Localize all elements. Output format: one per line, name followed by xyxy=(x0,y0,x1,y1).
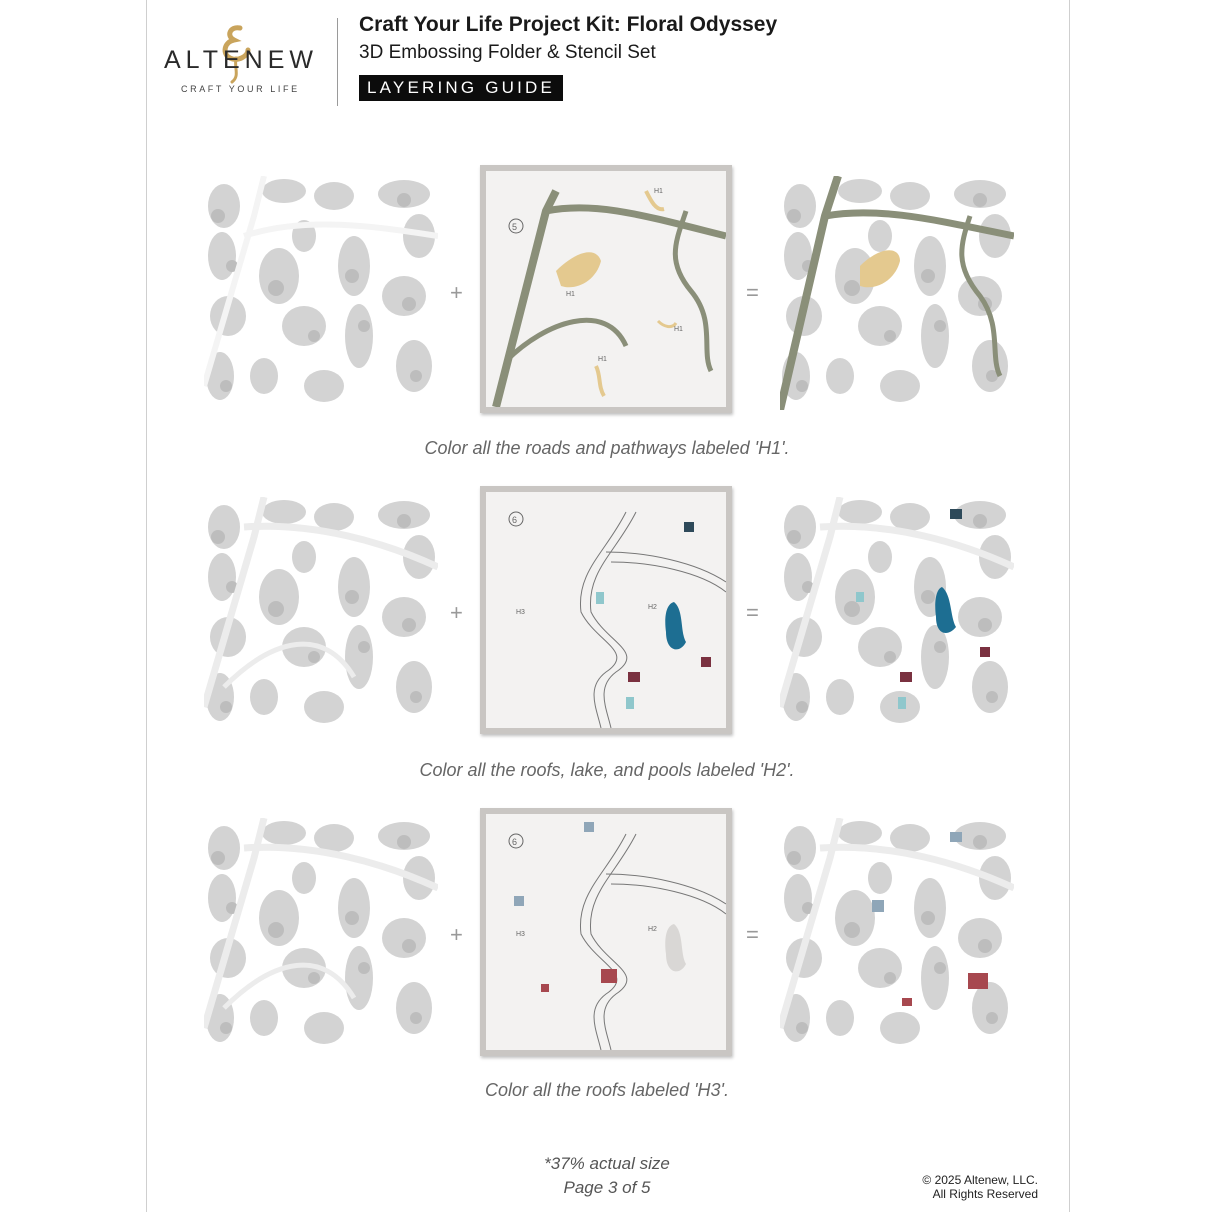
plus-sign: + xyxy=(450,922,463,947)
step2-base-image xyxy=(204,497,438,731)
plus-sign: + xyxy=(450,600,463,625)
step2-stencil-number: 6 xyxy=(512,515,518,525)
step2-result-image xyxy=(780,497,1014,731)
step1-stencil-number: 5 xyxy=(512,222,518,232)
copyright-text: © 2025 Altenew, LLC. xyxy=(922,1173,1038,1187)
step3-caption: Color all the roofs labeled 'H3'. xyxy=(484,1080,729,1100)
page-title: Craft Your Life Project Kit: Floral Odyssey xyxy=(359,13,778,36)
step1-layer-label: H1 xyxy=(654,188,663,195)
page-subtitle: 3D Embossing Folder & Stencil Set xyxy=(359,42,656,63)
equals-sign: = xyxy=(746,922,759,947)
page-number: Page 3 of 5 xyxy=(563,1178,651,1197)
step2-stencil xyxy=(480,486,732,734)
logo-wordmark: ALTENEW xyxy=(164,46,318,74)
step3-stencil-number: 6 xyxy=(512,837,518,847)
step3-result-image xyxy=(780,818,1014,1052)
step3-base-image xyxy=(204,818,438,1052)
step1-layer-label: H1 xyxy=(674,326,683,333)
equals-sign: = xyxy=(746,600,759,625)
step2-layer-label: H2 xyxy=(648,604,657,611)
rights-text: All Rights Reserved xyxy=(932,1187,1038,1201)
altenew-logo xyxy=(160,30,320,100)
step1-base-image xyxy=(204,176,438,410)
step2-layer-label: H3 xyxy=(516,609,525,616)
plus-sign: + xyxy=(450,280,463,305)
step2-caption: Color all the roofs, lake, and pools labeled 'H2'. xyxy=(419,760,795,780)
step1-layer-label: H1 xyxy=(566,291,575,298)
logo-tagline: CRAFT YOUR LIFE xyxy=(181,84,300,94)
layering-guide-label: LAYERING GUIDE xyxy=(359,75,563,101)
size-note: *37% actual size xyxy=(544,1154,670,1173)
step3-layer-label: H3 xyxy=(516,931,525,938)
step1-caption: Color all the roads and pathways labeled 'H1'. xyxy=(424,438,790,458)
header-divider xyxy=(337,18,338,106)
step1-stencil xyxy=(480,165,732,413)
step1-result-image xyxy=(780,176,1014,410)
equals-sign: = xyxy=(746,280,759,305)
step1-layer-label: H1 xyxy=(598,356,607,363)
step3-layer-label: H2 xyxy=(648,926,657,933)
step3-stencil xyxy=(480,808,732,1056)
